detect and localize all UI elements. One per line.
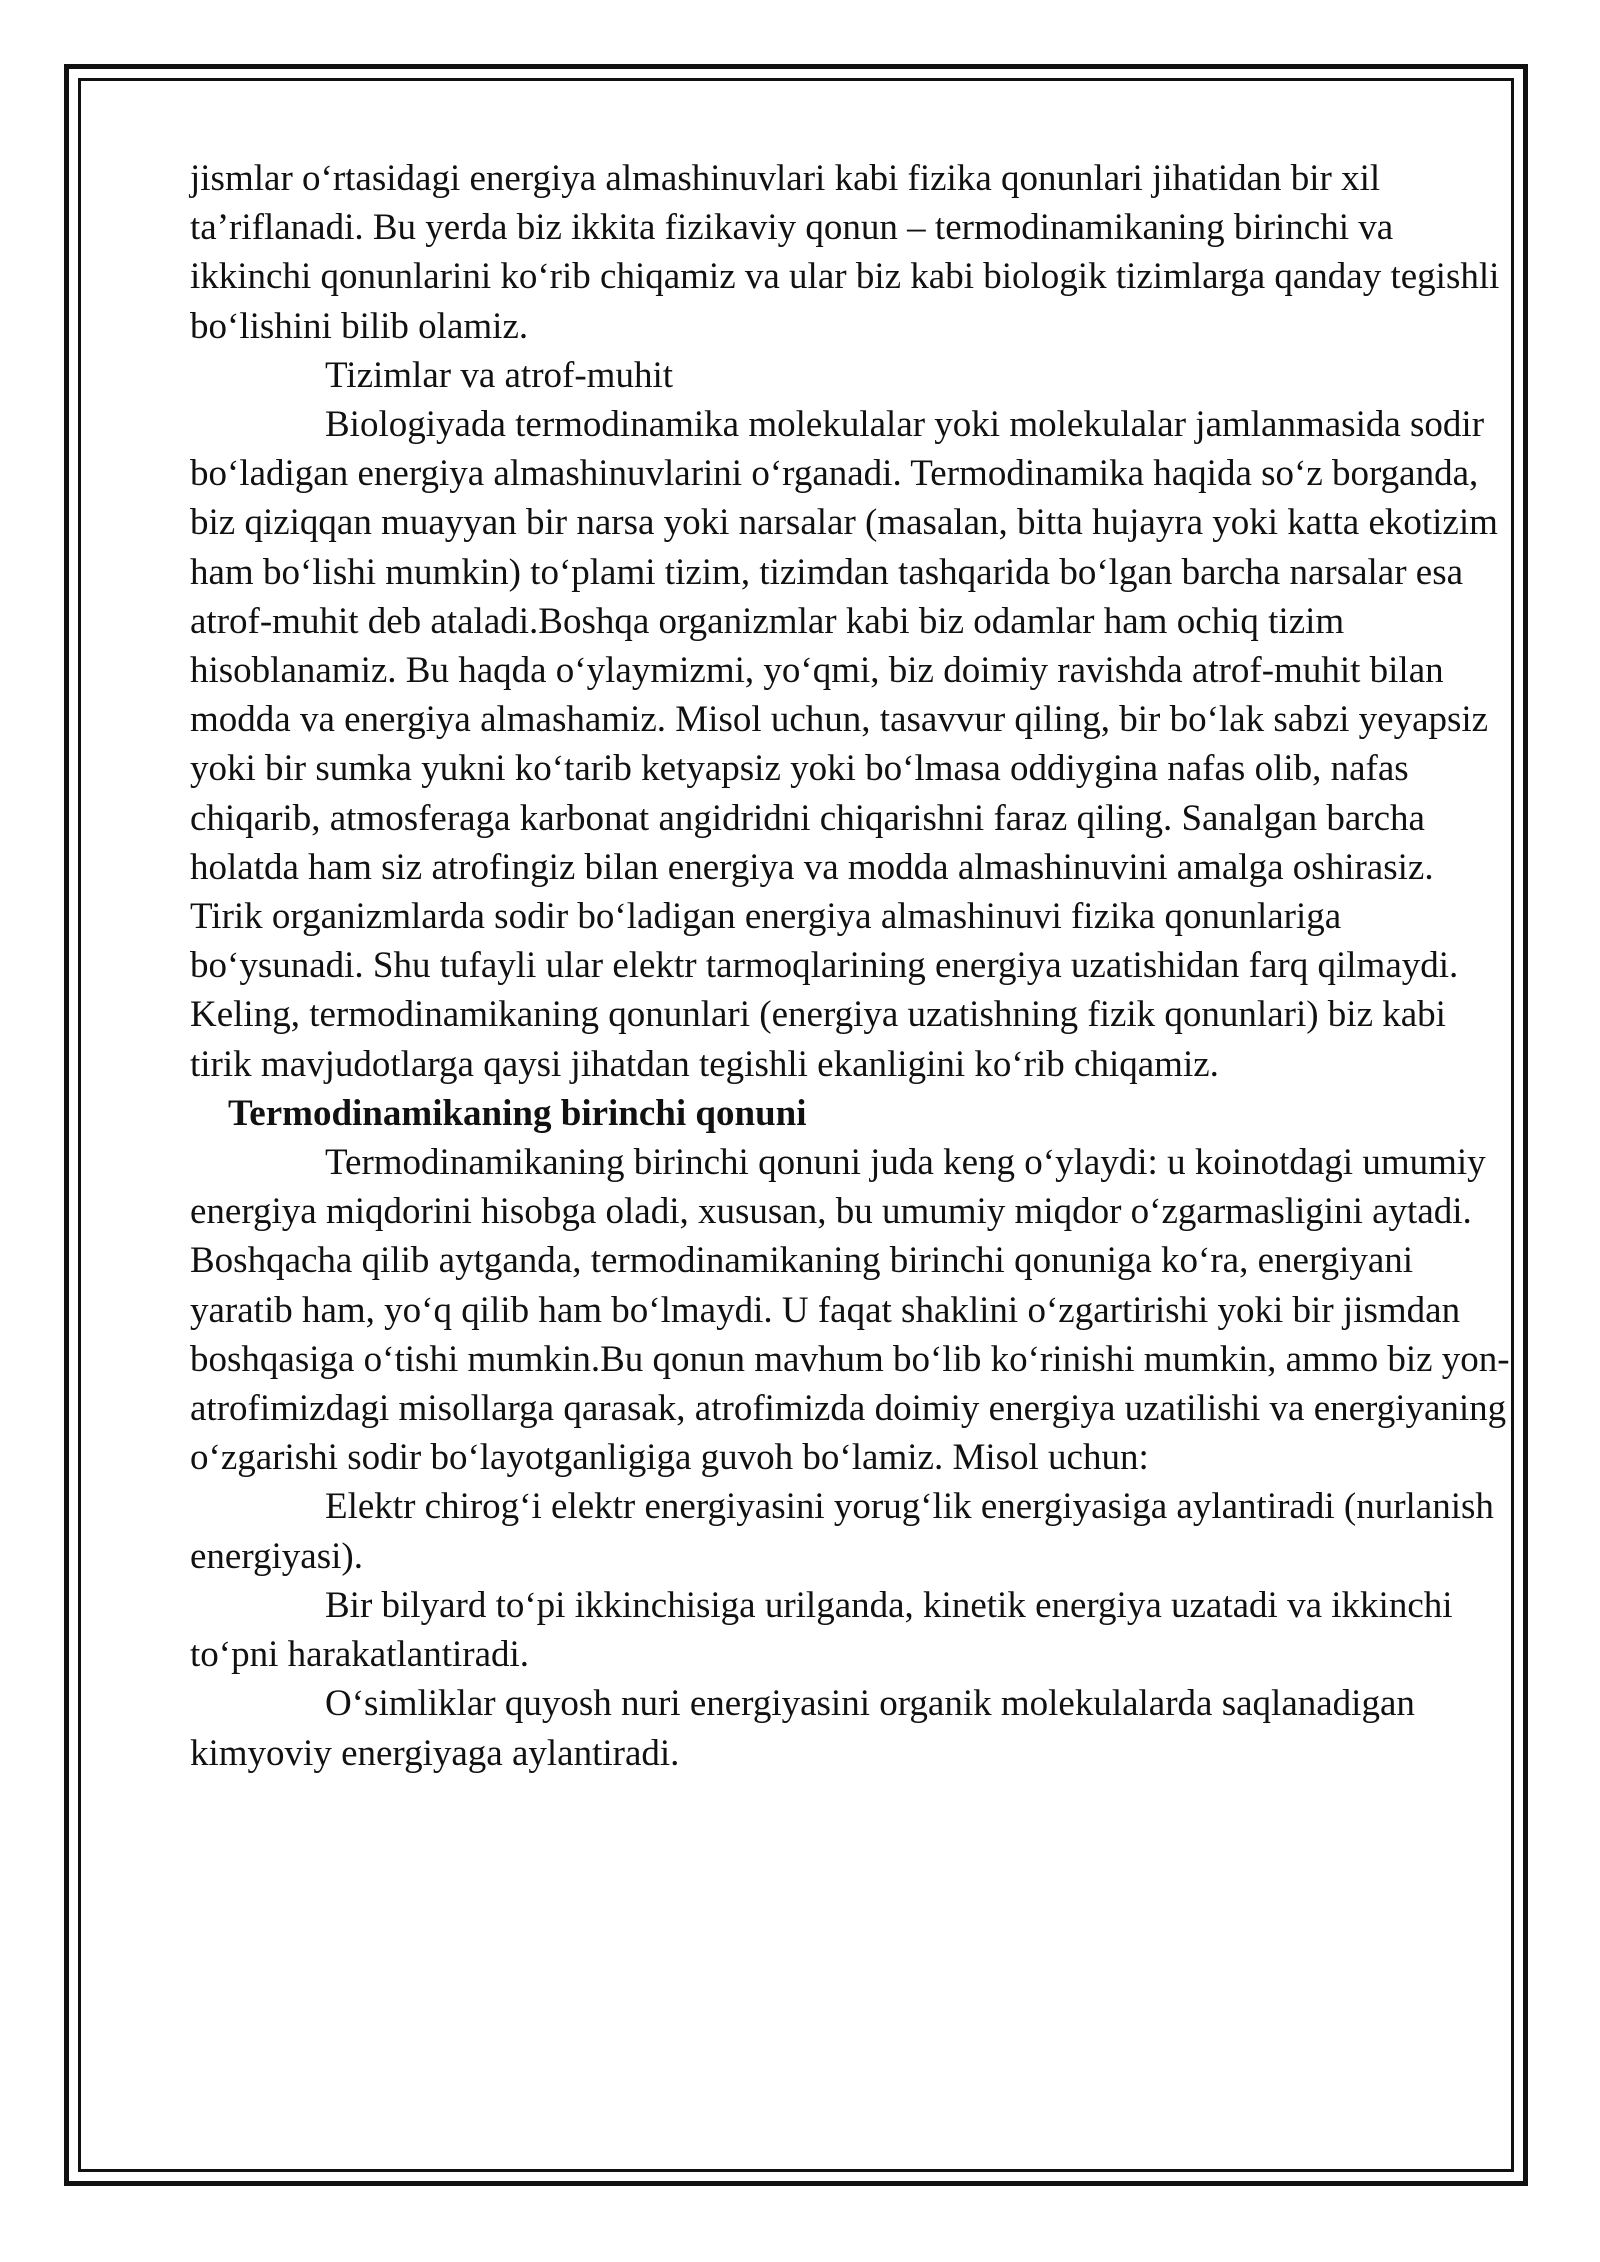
section-heading-first-law: Termodinamikaning birinchi qonuni <box>228 1092 807 1134</box>
subheading-systems-environment: Tizimlar va atrof-muhit <box>325 354 674 396</box>
paragraph-systems-definition: Biologiyada termodinamika molekulalar yoki molekulalar jamlanmasida sodir bo‘ladigan energiya almashinuvlarini o‘rganadi. Termodinamika haqida so‘z borganda, biz qiziqqan muayyan bir narsa yoki narsalar (masalan, bitta hujayra yoki katta ekotizim ham bo‘lishi mumkin) to‘plami tizim, tizimdan tashqarida bo‘lgan barcha narsalar esa atrof-muhit deb ataladi.Boshqa organizmlar kabi biz odamlar ham ochiq tizim hisoblanamiz. Bu haqda o‘ylaymizmi, yo‘qmi, biz doimiy ravishda atrof-muhit bilan modda va energiya almashamiz. Misol uchun, tasavvur qiling, bir bo‘lak sabzi yeyapsiz yoki bir sumka yukni ko‘tarib ketyapsiz yoki bo‘lmasa oddiygina nafas olib, nafas chiqarib, atmosferaga karbonat angidridni chiqarishni faraz qiling. Sanalgan barcha holatda ham siz atrofingiz bilan energiya va modda almashinuvini amalga oshirasiz. <box>190 404 1498 888</box>
example-billiard-ball: Bir bilyard to‘pi ikkinchisiga urilganda, kinetik energiya uzatadi va ikkinchi to‘pni harakatlantiradi. <box>190 1584 1453 1676</box>
paragraph-energy-exchange-intro: jismlar o‘rtasidagi energiya almashinuvlari kabi fizika qonunlari jihatidan bir xil ta’riflanadi. Bu yerda biz ikkita fizikaviy qonun – termodinamikaning birinchi va ikkinchi qonunlarini ko‘rib chiqamiz va ular biz kabi biologik tizimlarga qanday tegishli bo‘lishini bilib olamiz. <box>190 158 1500 347</box>
example-plants-sunlight: O‘simliklar quyosh nuri energiyasini organik molekulalarda saqlanadigan kimyoviy energiyaga aylantiradi. <box>190 1683 1415 1774</box>
document-body <box>190 154 1510 1778</box>
example-light-bulb: Elektr chirog‘i elektr energiyasini yorug‘lik energiyasiga aylantiradi (nurlanish energiyasi). <box>190 1486 1494 1577</box>
paragraph-first-law-explanation: Termodinamikaning birinchi qonuni juda keng o‘ylaydi: u koinotdagi umumiy energiya miqdorini hisobga oladi, xususan, bu umumiy miqdor o‘zgarmasligini aytadi. Boshqacha qilib aytganda, termodinamikaning birinchi qonuniga ko‘ra, energiyani yaratib ham, yo‘q qilib ham bo‘lmaydi. U faqat shaklini o‘zgartirishi yoki bir jismdan boshqasiga o‘tishi mumkin.Bu qonun mavhum bo‘lib ko‘rinishi mumkin, ammo biz yon-atrofimizdagi misollarga qarasak, atrofimizda doimiy energiya uzatilishi va energiyaning o‘zgarishi sodir bo‘layotganligiga guvoh bo‘lamiz. Misol uchun: <box>190 1142 1510 1479</box>
paragraph-living-organisms-energy: Tirik organizmlarda sodir bo‘ladigan energiya almashinuvi fizika qonunlariga bo‘ysunadi. Shu tufayli ular elektr tarmoqlarining energiya uzatishidan farq qilmaydi. Keling, termodinamikaning qonunlari (energiya uzatishning fizik qonunlari) biz kabi tirik mavjudotlarga qaysi jihatdan tegishli ekanligini ko‘rib chiqamiz. <box>190 896 1459 1085</box>
